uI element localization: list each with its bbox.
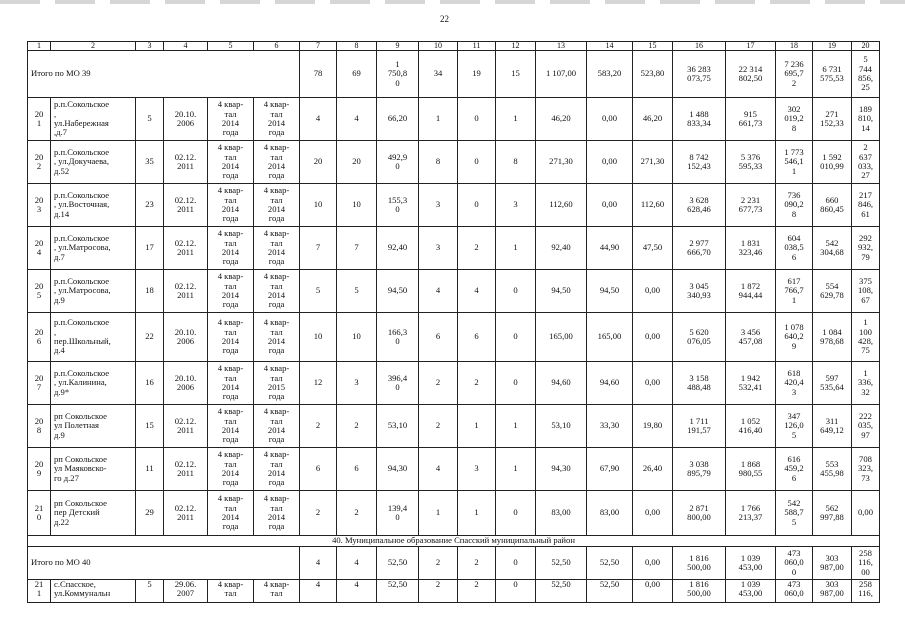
table-cell: 15	[136, 405, 164, 448]
col-header: 14	[587, 42, 633, 51]
table-cell: 4 квар- тал 2014 года	[208, 362, 254, 405]
table-cell: 2	[419, 580, 458, 603]
table-cell: 4 квар- тал 2014 года	[208, 98, 254, 141]
table-cell: 3	[496, 184, 536, 227]
table-cell: 10	[337, 313, 377, 362]
table-cell: 271,30	[536, 141, 587, 184]
col-header: 13	[536, 42, 587, 51]
address-cell: р.п.Сокольское , пер.Школьный, д.4	[51, 313, 136, 362]
total-cell: 6 731 575,53	[813, 51, 852, 98]
table-cell: 0	[458, 184, 496, 227]
table-cell: 4 квар- тал 2015 года	[254, 362, 300, 405]
table-cell: 604 038,5 6	[776, 227, 813, 270]
row-number: 20 8	[28, 405, 51, 448]
total-cell: 15	[496, 51, 536, 98]
table-cell: 02.12. 2011	[164, 141, 208, 184]
table-cell: 2	[458, 362, 496, 405]
table-cell: 0,00	[587, 141, 633, 184]
table-row-211	[28, 580, 880, 603]
table-cell: 2	[300, 491, 337, 536]
table-cell: 2 637 033, 27	[852, 141, 880, 184]
table-cell: 66,20	[377, 98, 419, 141]
table-cell: 4 квар- тал 2014 года	[208, 270, 254, 313]
table-cell: 0,00	[633, 580, 673, 603]
table-cell: 02.12. 2011	[164, 448, 208, 491]
table-cell: 222 035, 97	[852, 405, 880, 448]
col-header: 8	[337, 42, 377, 51]
table-cell: 1	[458, 491, 496, 536]
table-cell: 3 456 457,08	[726, 313, 776, 362]
table-cell: 6	[337, 448, 377, 491]
row-number: 21 0	[28, 491, 51, 536]
table-cell: 20	[300, 141, 337, 184]
table-cell: 4 квар- тал 2014 года	[254, 405, 300, 448]
table-cell: 2	[300, 405, 337, 448]
table-cell: 5 376 595,33	[726, 141, 776, 184]
table-cell: 617 766,7 1	[776, 270, 813, 313]
table-cell: 112,60	[633, 184, 673, 227]
table-cell: 292 932, 79	[852, 227, 880, 270]
total-cell: 2	[419, 547, 458, 580]
table-cell: 26,40	[633, 448, 673, 491]
table-cell: 83,00	[587, 491, 633, 536]
table-cell: 553 455,98	[813, 448, 852, 491]
table-cell: 3 045 340,93	[673, 270, 726, 313]
table-cell: 0,00	[633, 270, 673, 313]
table-cell: 4 квар- тал	[254, 580, 300, 603]
table-cell: 7	[337, 227, 377, 270]
table-cell: 4	[337, 580, 377, 603]
table-row	[28, 448, 880, 491]
table-cell: 4	[300, 98, 337, 141]
address-cell: с.Спасское, ул.Коммунальн	[51, 580, 136, 603]
table-cell: 20.10. 2006	[164, 362, 208, 405]
table-cell: 5	[337, 270, 377, 313]
table-cell: 94,50	[536, 270, 587, 313]
table-cell: 0	[458, 98, 496, 141]
row-number: 20 1	[28, 98, 51, 141]
table-cell: 3	[419, 184, 458, 227]
total-cell: 0	[496, 547, 536, 580]
table-cell: 562 997,88	[813, 491, 852, 536]
table-cell: 3	[419, 227, 458, 270]
total-label: Итого по МО 40	[28, 547, 300, 580]
col-header: 15	[633, 42, 673, 51]
table-cell: 94,30	[377, 448, 419, 491]
table-cell: 1	[496, 227, 536, 270]
table-cell: 1 084 978,68	[813, 313, 852, 362]
total-cell: 34	[419, 51, 458, 98]
table-cell: 2 871 800,00	[673, 491, 726, 536]
table-cell: 4 квар- тал 2014 года	[208, 313, 254, 362]
table-cell: 5	[136, 98, 164, 141]
table-cell: 19,80	[633, 405, 673, 448]
table-cell: 52,50	[536, 580, 587, 603]
table-cell: 139,4 0	[377, 491, 419, 536]
table-cell: 20.10. 2006	[164, 98, 208, 141]
table-cell: 1 816 500,00	[673, 580, 726, 603]
table-cell: 3	[337, 362, 377, 405]
table-cell: 8	[496, 141, 536, 184]
col-header: 4	[164, 42, 208, 51]
table-cell: 53,10	[377, 405, 419, 448]
table-cell: 4	[419, 448, 458, 491]
table-cell: 1	[496, 405, 536, 448]
col-header: 5	[208, 42, 254, 51]
total-cell: 52,50	[587, 547, 633, 580]
col-header: 2	[51, 42, 136, 51]
table-cell: 618 420,4 3	[776, 362, 813, 405]
table-cell: 67,90	[587, 448, 633, 491]
table-cell: 46,20	[536, 98, 587, 141]
address-cell: рп Сокольское пер Детский д.22	[51, 491, 136, 536]
table-cell: 4 квар- тал	[208, 580, 254, 603]
total-cell: 36 283 073,75	[673, 51, 726, 98]
table-cell: 02.12. 2011	[164, 184, 208, 227]
table-cell: 542 304,68	[813, 227, 852, 270]
table-cell: 112,60	[536, 184, 587, 227]
table-cell: 4 квар- тал 2014 года	[208, 448, 254, 491]
row-number: 21 1	[28, 580, 51, 603]
table-cell: 7	[300, 227, 337, 270]
table-cell: 3 158 488,48	[673, 362, 726, 405]
section-row-mo40	[28, 536, 880, 547]
table-row	[28, 313, 880, 362]
total-cell: 0,00	[633, 547, 673, 580]
table-cell: 1	[496, 98, 536, 141]
table-cell: 303 987,00	[813, 580, 852, 603]
table-cell: 1 773 546,1 1	[776, 141, 813, 184]
address-cell: р.п.Сокольское , ул.Набережная ,д.7	[51, 98, 136, 141]
table-cell: 10	[300, 313, 337, 362]
table-cell: 29	[136, 491, 164, 536]
table-cell: 11	[136, 448, 164, 491]
table-cell: 375 108, 67	[852, 270, 880, 313]
total-cell: 1 039 453,00	[726, 547, 776, 580]
table-row	[28, 98, 880, 141]
table-cell: 708 323, 73	[852, 448, 880, 491]
table-cell: 3	[458, 448, 496, 491]
table-cell: 189 810, 14	[852, 98, 880, 141]
table-cell: 02.12. 2011	[164, 491, 208, 536]
table-cell: 5	[300, 270, 337, 313]
table-cell: 396,4 0	[377, 362, 419, 405]
table-cell: 1 942 532,41	[726, 362, 776, 405]
col-header: 11	[458, 42, 496, 51]
table-cell: 165,00	[587, 313, 633, 362]
col-header: 16	[673, 42, 726, 51]
top-scan-edge	[0, 0, 905, 4]
col-header: 6	[254, 42, 300, 51]
table-cell: 473 060,0	[776, 580, 813, 603]
table-cell: 2	[337, 405, 377, 448]
table-cell: 915 661,73	[726, 98, 776, 141]
table-cell: 6	[300, 448, 337, 491]
table-cell: 1 868 980,55	[726, 448, 776, 491]
table-cell: 4 квар- тал 2014 года	[208, 405, 254, 448]
table-cell: 4 квар- тал 2014 года	[208, 184, 254, 227]
table-cell: 2	[419, 362, 458, 405]
table-cell: 83,00	[536, 491, 587, 536]
table-cell: 44,90	[587, 227, 633, 270]
table-cell: 2 231 677,73	[726, 184, 776, 227]
col-header: 17	[726, 42, 776, 51]
table-cell: 20	[337, 141, 377, 184]
table-cell: 3 628 628,46	[673, 184, 726, 227]
table-cell: 8 742 152,43	[673, 141, 726, 184]
table-cell: 94,60	[587, 362, 633, 405]
column-number-row	[28, 42, 880, 51]
table-cell: 492,9 0	[377, 141, 419, 184]
table-cell: 23	[136, 184, 164, 227]
housing-program-table	[27, 41, 880, 603]
table-cell: 2 977 666,70	[673, 227, 726, 270]
table-cell: 0	[496, 491, 536, 536]
table-cell: 0	[496, 313, 536, 362]
table-row	[28, 491, 880, 536]
table-cell: 155,3 0	[377, 184, 419, 227]
total-row-mo40	[28, 547, 880, 580]
table-cell: 92,40	[377, 227, 419, 270]
table-cell: 0,00	[633, 491, 673, 536]
total-cell: 303 987,00	[813, 547, 852, 580]
total-cell: 4	[300, 547, 337, 580]
total-cell: 52,50	[536, 547, 587, 580]
row-number: 20 3	[28, 184, 51, 227]
table-cell: 10	[337, 184, 377, 227]
total-cell: 1 816 500,00	[673, 547, 726, 580]
table-cell: 5 620 076,05	[673, 313, 726, 362]
total-cell: 19	[458, 51, 496, 98]
total-cell: 583,20	[587, 51, 633, 98]
table-cell: 258 116,	[852, 580, 880, 603]
table-cell: 4 квар- тал 2014 года	[208, 227, 254, 270]
table-cell: 18	[136, 270, 164, 313]
table-cell: 2	[458, 227, 496, 270]
table-cell: 3 038 895,79	[673, 448, 726, 491]
table-cell: 1 100 428, 75	[852, 313, 880, 362]
table-cell: 10	[300, 184, 337, 227]
table-row	[28, 405, 880, 448]
table-cell: 47,50	[633, 227, 673, 270]
table-cell: 1 052 416,40	[726, 405, 776, 448]
total-cell: 1 750,8 0	[377, 51, 419, 98]
total-cell: 258 116, 00	[852, 547, 880, 580]
table-cell: 4 квар- тал 2014 года	[254, 313, 300, 362]
table-cell: 165,00	[536, 313, 587, 362]
total-cell: 7 236 695,7 2	[776, 51, 813, 98]
col-header: 10	[419, 42, 458, 51]
address-cell: рп Сокольское ул Маяковско- го д.27	[51, 448, 136, 491]
row-number: 20 7	[28, 362, 51, 405]
table-cell: 52,50	[587, 580, 633, 603]
table-cell: 597 535,64	[813, 362, 852, 405]
col-header: 19	[813, 42, 852, 51]
table-cell: 6	[458, 313, 496, 362]
table-cell: 4	[419, 270, 458, 313]
table-cell: 0,00	[633, 313, 673, 362]
page-number: 22	[440, 14, 449, 24]
table-cell: 1	[419, 98, 458, 141]
address-cell: рп Сокольское ул Полетная д.9	[51, 405, 136, 448]
table-cell: 271 152,33	[813, 98, 852, 141]
table-cell: 4	[337, 98, 377, 141]
table-cell: 1 078 640,2 9	[776, 313, 813, 362]
total-cell: 523,80	[633, 51, 673, 98]
table-row	[28, 184, 880, 227]
col-header: 9	[377, 42, 419, 51]
table-cell: 166,3 0	[377, 313, 419, 362]
table-cell: 94,30	[536, 448, 587, 491]
table-cell: 4 квар- тал 2014 года	[254, 227, 300, 270]
table-cell: 4 квар- тал 2014 года	[254, 98, 300, 141]
row-number: 20 5	[28, 270, 51, 313]
table-cell: 4	[300, 580, 337, 603]
address-cell: р.п.Сокольское , ул.Восточная, д.14	[51, 184, 136, 227]
table-cell: 1 766 213,37	[726, 491, 776, 536]
total-cell: 52,50	[377, 547, 419, 580]
table-cell: 17	[136, 227, 164, 270]
table-cell: 542 588,7 5	[776, 491, 813, 536]
table-cell: 94,50	[587, 270, 633, 313]
table-cell: 2	[458, 580, 496, 603]
table-cell: 1 336, 32	[852, 362, 880, 405]
table-row	[28, 362, 880, 405]
table-cell: 33,30	[587, 405, 633, 448]
address-cell: р.п.Сокольское , ул.Матросова, д.7	[51, 227, 136, 270]
table-cell: 4 квар- тал 2014 года	[254, 184, 300, 227]
total-row-mo39	[28, 51, 880, 98]
table-row	[28, 227, 880, 270]
table-cell: 35	[136, 141, 164, 184]
table-cell: 12	[300, 362, 337, 405]
table-cell: 660 860,45	[813, 184, 852, 227]
table-cell: 302 019,2 8	[776, 98, 813, 141]
table-cell: 8	[419, 141, 458, 184]
table-cell: 0,00	[587, 98, 633, 141]
table-cell: 311 649,12	[813, 405, 852, 448]
table-cell: 1 488 833,34	[673, 98, 726, 141]
table-cell: 5	[136, 580, 164, 603]
table-cell: 0	[458, 141, 496, 184]
table-cell: 0,00	[587, 184, 633, 227]
table-cell: 616 459,2 6	[776, 448, 813, 491]
table-cell: 02.12. 2011	[164, 227, 208, 270]
total-cell: 69	[337, 51, 377, 98]
table-cell: 1 831 323,46	[726, 227, 776, 270]
table-cell: 1	[419, 491, 458, 536]
address-cell: р.п.Сокольское , ул.Калинина, д.9*	[51, 362, 136, 405]
address-cell: р.п.Сокольское , ул.Докучаева, д.52	[51, 141, 136, 184]
table-cell: 46,20	[633, 98, 673, 141]
table-cell: 1	[496, 448, 536, 491]
table-cell: 217 846, 61	[852, 184, 880, 227]
table-cell: 53,10	[536, 405, 587, 448]
table-cell: 0,00	[852, 491, 880, 536]
table-row	[28, 141, 880, 184]
table-cell: 1 872 944,44	[726, 270, 776, 313]
total-cell: 1 107,00	[536, 51, 587, 98]
row-number: 20 9	[28, 448, 51, 491]
table-cell: 94,50	[377, 270, 419, 313]
total-cell: 2	[458, 547, 496, 580]
table-cell: 52,50	[377, 580, 419, 603]
table-cell: 0	[496, 270, 536, 313]
table-cell: 4 квар- тал 2014 года	[254, 448, 300, 491]
address-cell: р.п.Сокольское , ул.Матросова, д.9	[51, 270, 136, 313]
total-cell: 78	[300, 51, 337, 98]
total-label: Итого по МО 39	[28, 51, 300, 98]
table-cell: 02.12. 2011	[164, 405, 208, 448]
table-cell: 16	[136, 362, 164, 405]
section-title: 40. Муниципальное образование Спасский муниципальный район	[28, 536, 880, 547]
row-number: 20 4	[28, 227, 51, 270]
table-cell: 6	[419, 313, 458, 362]
table-cell: 1	[458, 405, 496, 448]
table-cell: 1 039 453,00	[726, 580, 776, 603]
table-cell: 554 629,78	[813, 270, 852, 313]
table-cell: 2	[337, 491, 377, 536]
col-header: 1	[28, 42, 51, 51]
table-row	[28, 270, 880, 313]
total-cell: 4	[337, 547, 377, 580]
table-cell: 92,40	[536, 227, 587, 270]
table-cell: 347 126,0 5	[776, 405, 813, 448]
col-header: 3	[136, 42, 164, 51]
total-cell: 22 314 802,50	[726, 51, 776, 98]
table-cell: 4 квар- тал 2014 года	[254, 141, 300, 184]
total-cell: 473 060,0 0	[776, 547, 813, 580]
house-rows	[28, 98, 880, 536]
col-header: 12	[496, 42, 536, 51]
table-cell: 4 квар- тал 2014 года	[208, 141, 254, 184]
table-cell: 94,60	[536, 362, 587, 405]
table-cell: 29.06. 2007	[164, 580, 208, 603]
table-cell: 02.12. 2011	[164, 270, 208, 313]
col-header: 18	[776, 42, 813, 51]
table-cell: 736 090,2 8	[776, 184, 813, 227]
table-cell: 1 711 191,57	[673, 405, 726, 448]
table-cell: 0	[496, 362, 536, 405]
total-cell: 5 744 856, 25	[852, 51, 880, 98]
table-cell: 4 квар- тал 2014 года	[208, 491, 254, 536]
col-header: 20	[852, 42, 880, 51]
table-cell: 0	[496, 580, 536, 603]
table-cell: 1 592 010,99	[813, 141, 852, 184]
table-cell: 4	[458, 270, 496, 313]
row-number: 20 6	[28, 313, 51, 362]
table-cell: 4 квар- тал 2014 года	[254, 270, 300, 313]
col-header: 7	[300, 42, 337, 51]
table-cell: 20.10. 2006	[164, 313, 208, 362]
table-cell: 2	[419, 405, 458, 448]
table-cell: 4 квар- тал 2014 года	[254, 491, 300, 536]
row-number: 20 2	[28, 141, 51, 184]
table-cell: 22	[136, 313, 164, 362]
table-cell: 271,30	[633, 141, 673, 184]
table-cell: 0,00	[633, 362, 673, 405]
